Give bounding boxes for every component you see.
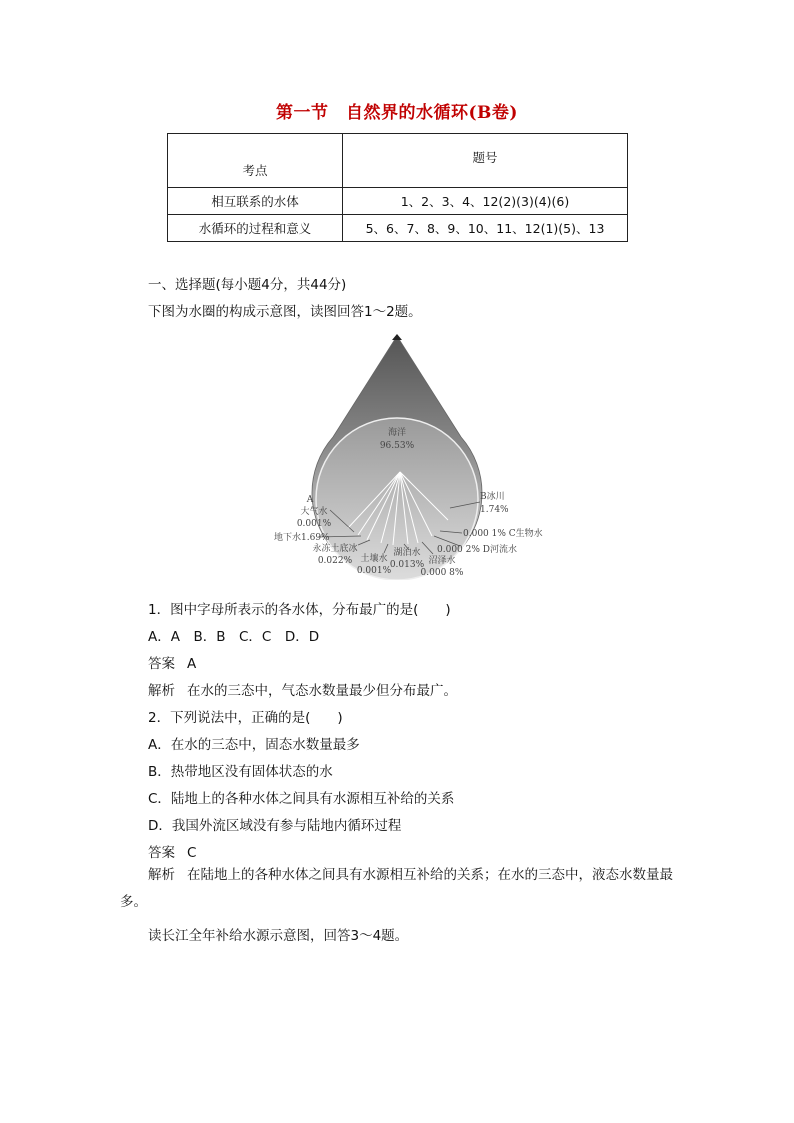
atmos-percent: 0.001% (296, 519, 332, 529)
ocean-label: 海洋 (387, 428, 407, 438)
hydrosphere-figure (270, 332, 560, 580)
q2-option-c: C．陆地上的各种水体之间具有水源相互补给的关系 (148, 791, 455, 807)
river-label: 0.000 2% D河流水 (437, 545, 517, 555)
analysis-text: 在水的三态中，气态水数量最少但分布最广。 (187, 683, 457, 699)
groundwater-label: 地下水1.69% (274, 533, 330, 543)
soil-label: 土壤水 (360, 554, 388, 564)
q2-answer (148, 841, 196, 861)
glacier-label: B冰川 (480, 492, 505, 502)
q2-option-a: A．在水的三态中，固态水数量最多 (148, 737, 360, 753)
atmos-letter: A (306, 495, 314, 505)
permafrost-label: 永冻土底冰 (312, 544, 358, 554)
bio-label: 0.000 1% C生物水 (463, 529, 543, 539)
atmos-label: 大气水 (300, 507, 328, 517)
answer-value: C (187, 845, 197, 861)
topic-table (167, 133, 628, 242)
glacier-percent: 1.74% (480, 505, 509, 515)
answer-value: A (187, 656, 197, 672)
page-title: 第一节 自然界的水循环(B卷) (276, 103, 518, 123)
q1-options: A．A B．B C．C D．D (148, 629, 320, 645)
table-header-topic: 考点 (168, 134, 343, 188)
table-header-numbers: 题号 (343, 134, 628, 188)
table-row (168, 215, 628, 242)
table-row (168, 188, 628, 215)
q2-analysis (120, 862, 680, 916)
table-cell-numbers: 5、6、7、8、9、10、11、12(1)(5)、13 (343, 215, 628, 242)
lake-label: 湖泊水 (393, 548, 421, 558)
answer-label: 答案 (148, 845, 175, 861)
table-cell-topic: 水循环的过程和意义 (168, 215, 343, 242)
answer-label: 答案 (148, 656, 175, 672)
q1-analysis (148, 679, 457, 699)
analysis-label: 解析 (148, 867, 175, 883)
analysis-text: 在陆地上的各种水体之间具有水源相互补给的关系；在水的三态中，液态水数量最多。 (120, 867, 673, 910)
lake-percent: 0.013% (389, 560, 425, 570)
q1-stem: 1．图中字母所表示的各水体，分布最广的是( ) (148, 602, 451, 618)
permafrost-percent: 0.022% (317, 556, 353, 566)
swamp-label: 沼泽水 (428, 556, 456, 566)
table-cell-topic: 相互联系的水体 (168, 188, 343, 215)
soil-percent: 0.001% (356, 566, 392, 576)
section-heading: 一、选择题(每小题4分，共44分) (148, 277, 347, 293)
q1-answer (148, 652, 196, 672)
q2-option-d: D．我国外流区域没有参与陆地内循环过程 (148, 818, 402, 834)
table-cell-numbers: 1、2、3、4、12(2)(3)(4)(6) (343, 188, 628, 215)
intro-text-1: 下图为水圈的构成示意图，读图回答1～2题。 (148, 304, 422, 320)
q2-option-b: B．热带地区没有固体状态的水 (148, 764, 333, 780)
swamp-percent: 0.000 8% (420, 568, 464, 578)
intro-text-2: 读长江全年补给水源示意图，回答3～4题。 (148, 928, 409, 944)
analysis-label: 解析 (148, 683, 175, 699)
ocean-percent: 96.53% (379, 441, 415, 451)
q2-stem: 2．下列说法中，正确的是( ) (148, 710, 343, 726)
